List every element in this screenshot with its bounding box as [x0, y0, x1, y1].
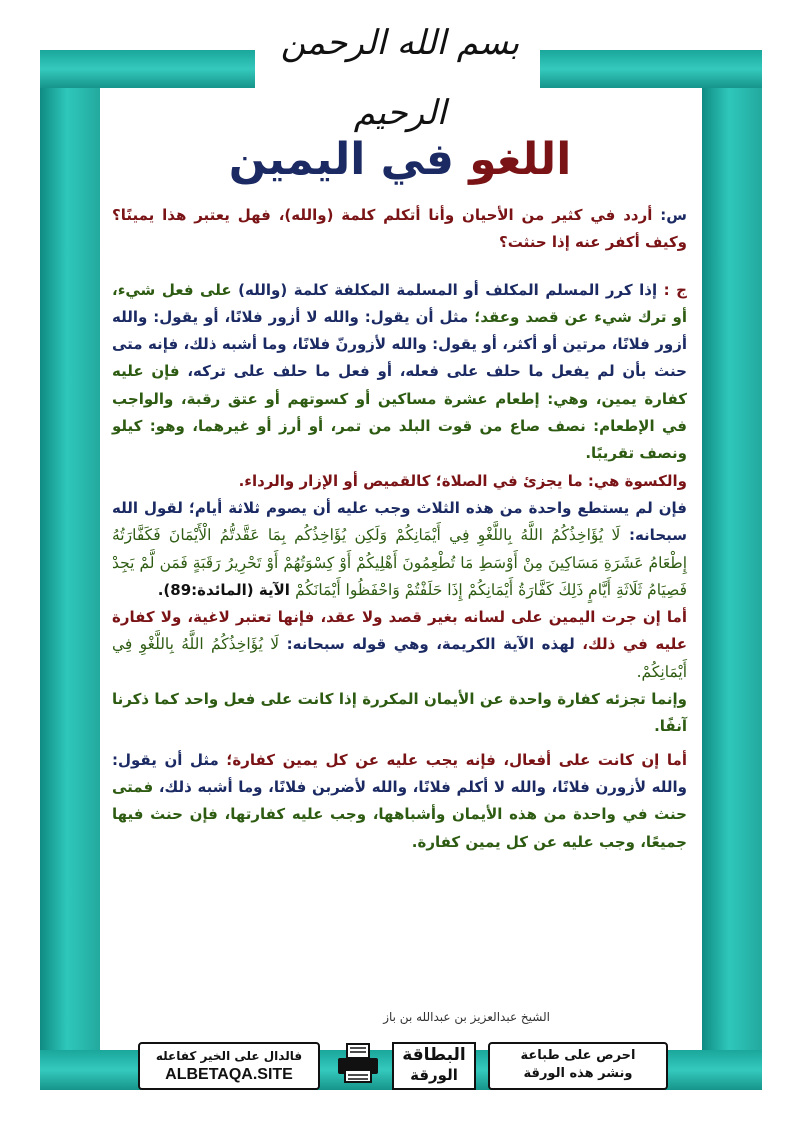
- answer-prefix: ج :: [663, 280, 687, 299]
- logo-line2: الورقة: [410, 1066, 458, 1084]
- question-text: أردد في كثير من الأحيان وأنا أتكلم كلمة (والله)، فهل يعتبر هذا يمينًا؟ وكيف أكفر عنه إذا حنثت؟: [112, 206, 687, 252]
- printer-icon: [335, 1042, 381, 1086]
- title-part2: في اليمين: [228, 134, 454, 185]
- page-title: [0, 130, 800, 190]
- multiple-kaffara-paragraph: [112, 747, 687, 856]
- article-body: [112, 202, 687, 856]
- footer: [130, 1040, 670, 1090]
- basmala-text: بسم الله الرحمن الرحيم: [280, 23, 520, 133]
- frame-left-bar: [40, 50, 100, 1090]
- quran-verse-2: لَا يُؤَاخِذُكُمُ اللَّهُ بِاللَّغْوِ فِي أَيْمَانِكُمْ.: [112, 635, 687, 681]
- author-name: الشيخ عبدالعزيز بن عبدالله بن باز: [383, 1010, 550, 1024]
- title-part1: اللغو: [469, 134, 572, 185]
- laghw-text-red: أما إن جرت اليمين على لسانه بغير قصد ولا عقد، فإنها تعتبر لاغية، ولا كفارة عليه في ذلك،: [112, 608, 687, 654]
- single-kaffara-paragraph: وإنما تجزئه كفارة واحدة عن الأيمان المكررة إذا كانت على فعل واحد كما ذكرنا آنفًا.: [112, 690, 687, 736]
- basmala-calligraphy: [250, 8, 550, 133]
- frame-top-right-bar: [540, 50, 762, 88]
- answer-paragraph: [112, 277, 687, 468]
- answer-p1-green: على فعل شيء، أو ترك شيء عن قصد وعقد؛: [112, 280, 687, 326]
- multiple-text-green: فمتى حنث في واحدة من هذه الأيمان وأشباهها، وجب عليه كفارتها، فإن حنث فيها جميعًا، وجب عليه عن كل يمين كفارة.: [112, 777, 687, 851]
- footer-print-line2: ونشر هذه الورقة: [523, 1066, 633, 1081]
- multiple-text-navy: مثل أن يقول: والله لأزورن فلانًا، والله لا أكلم فلانًا، والله لأضربن فلانًا، وما أشبه ذلك،: [112, 750, 687, 796]
- answer-p1-green2: فإن عليه كفارة يمين، وهي: إطعام عشرة مساكين أو كسوتهم أو عتق رقبة، والواجب في الإطعام: نصف صاع من قوت البلد من تمر، أو أرز أو غيرهما، وهو: كيلو ونصف تقريبًا.: [112, 362, 687, 463]
- laghw-paragraph: [112, 604, 687, 686]
- footer-site-link[interactable]: ALBETAQA.SITE: [165, 1066, 293, 1083]
- footer-proverb: فالدال على الخير كفاعله: [155, 1049, 303, 1063]
- clothing-paragraph: والكسوة هي: ما يجزئ في الصلاة؛ كالقميص أو الإزار والرداء.: [238, 471, 687, 490]
- frame-top-left-bar: [40, 50, 255, 88]
- footer-print-box: [488, 1042, 668, 1090]
- multiple-text-red: أما إن كانت على أفعال، فإنه يجب عليه عن كل يمين كفارة؛: [226, 750, 687, 769]
- answer-p1-navy2: مثل أن يقول: والله لا أزور فلانًا، أو يقول: والله أزور فلانًا، مرتين أو أكثر، أو يقول: والله لأزورنّ فلانًا، وما أشبه ذلك، فإنه متى حنث بأن لم يفعل ما حلف على فعله، أو فعل ما حلف على تركه،: [112, 307, 687, 381]
- fasting-text: فإن لم يستطع واحدة من هذه الثلاث وجب عليه أن يصوم ثلاثة أيام؛ لقول الله سبحانه:: [112, 498, 687, 545]
- question-paragraph: [112, 202, 687, 257]
- verse-reference: الآية (المائدة:89).: [157, 580, 290, 599]
- logo-line1: البطاقة: [402, 1045, 466, 1065]
- fasting-paragraph: [112, 495, 687, 604]
- question-prefix: س:: [660, 206, 687, 224]
- answer-p1-navy: إذا كرر المسلم المكلف أو المسلمة المكلفة كلمة (والله): [238, 280, 658, 299]
- footer-site-box: [138, 1042, 320, 1090]
- frame-right-bar: [702, 50, 762, 1090]
- albetaqa-logo: [392, 1042, 476, 1090]
- laghw-text-navy: لهذه الآية الكريمة، وهي قوله سبحانه:: [286, 635, 575, 654]
- quran-verse-1: لَا يُؤَاخِذُكُمُ اللَّهُ بِاللَّغْوِ فِي أَيْمَانِكُمْ وَلَكِن يُؤَاخِذُكُم بِمَا عَقَّدتُّمُ الْأَيْمَانَ فَكَفَّارَتُهُ إِطْعَامُ عَشَرَةِ مَسَاكِينَ مِنْ أَوْسَطِ مَا تُطْعِمُونَ أَهْلِيكُمْ أَوْ كِسْوَتُهُمْ أَوْ تَحْرِيرُ رَقَبَةٍ فَمَن لَّمْ يَجِدْ فَصِيَامُ ثَلَاثَةِ أَيَّامٍ ذَلِكَ كَفَّارَةُ أَيْمَانِكُمْ إِذَا حَلَفْتُمْ وَاحْفَظُوا أَيْمَانَكُمْ: [112, 526, 687, 599]
- footer-print-line1: احرص على طباعة: [520, 1048, 636, 1063]
